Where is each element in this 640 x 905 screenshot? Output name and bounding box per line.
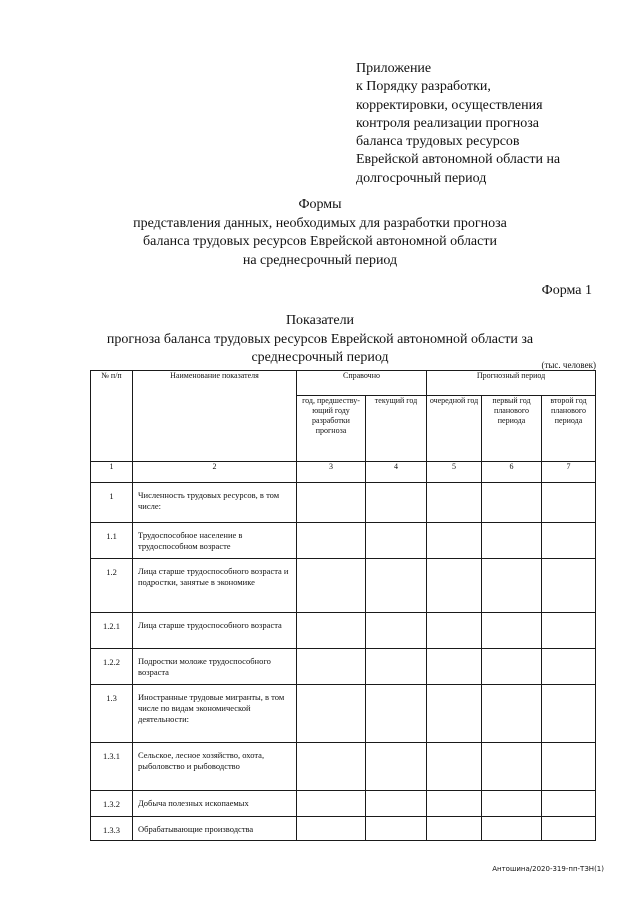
header-current-year: текущий год bbox=[366, 396, 427, 462]
value-cell bbox=[297, 685, 366, 743]
form-label: Форма 1 bbox=[541, 283, 592, 298]
row-number: 1.3 bbox=[91, 685, 133, 743]
indicators-table bbox=[90, 370, 596, 841]
value-cell bbox=[297, 613, 366, 649]
table-row bbox=[91, 649, 596, 685]
value-cell bbox=[366, 685, 427, 743]
value-cell bbox=[427, 559, 482, 613]
table-row bbox=[91, 817, 596, 841]
forms-title-line: представления данных, необходимых для разработки прогноза bbox=[133, 215, 507, 231]
forms-title-line: баланса трудовых ресурсов Еврейской автономной области bbox=[143, 234, 497, 249]
value-cell bbox=[297, 743, 366, 791]
value-cell bbox=[427, 685, 482, 743]
value-cell bbox=[542, 685, 596, 743]
header-name: Наименование показателя bbox=[133, 371, 297, 462]
row-name: Численность трудовых ресурсов, в том числе: bbox=[133, 483, 297, 523]
appendix-line: к Порядку разработки, bbox=[356, 79, 491, 95]
value-cell bbox=[297, 559, 366, 613]
value-cell bbox=[542, 743, 596, 791]
value-cell bbox=[366, 613, 427, 649]
row-name: Добыча полезных ископаемых bbox=[133, 791, 297, 817]
value-cell bbox=[542, 483, 596, 523]
row-number: 1.2 bbox=[91, 559, 133, 613]
value-cell bbox=[297, 817, 366, 841]
value-cell bbox=[482, 559, 542, 613]
document-footer: Антошина/2020-319-пп-ТЗН(1) bbox=[492, 865, 604, 873]
table-row bbox=[91, 791, 596, 817]
value-cell bbox=[297, 791, 366, 817]
value-cell bbox=[366, 483, 427, 523]
header-prev-year: год, предшеству-ющий году разработки прогноза bbox=[297, 396, 366, 462]
column-number: 4 bbox=[366, 462, 427, 483]
value-cell bbox=[482, 791, 542, 817]
row-name: Обрабатывающие производства bbox=[133, 817, 297, 841]
value-cell bbox=[482, 613, 542, 649]
value-cell bbox=[427, 791, 482, 817]
header-num: № п/п bbox=[91, 371, 133, 462]
value-cell bbox=[427, 483, 482, 523]
value-cell bbox=[542, 523, 596, 559]
value-cell bbox=[366, 817, 427, 841]
indicators-title-line: Показатели bbox=[285, 313, 355, 328]
header-reference: Справочно bbox=[297, 371, 427, 396]
value-cell bbox=[427, 523, 482, 559]
column-number: 5 bbox=[427, 462, 482, 483]
header-next-year: очередной год bbox=[427, 396, 482, 462]
appendix-line: корректировки, осуществления bbox=[356, 97, 543, 113]
table-row bbox=[91, 483, 596, 523]
table-row bbox=[91, 685, 596, 743]
value-cell bbox=[366, 743, 427, 791]
value-cell bbox=[542, 613, 596, 649]
header-first-plan-year: первый год планового периода bbox=[482, 396, 542, 462]
row-number: 1.3.2 bbox=[91, 791, 133, 817]
value-cell bbox=[482, 649, 542, 685]
column-number: 1 bbox=[91, 462, 133, 483]
value-cell bbox=[482, 523, 542, 559]
value-cell bbox=[427, 743, 482, 791]
row-number: 1.2.1 bbox=[91, 613, 133, 649]
header-second-plan-year: второй год планового периода bbox=[542, 396, 596, 462]
forms-title-line: на среднесрочный период bbox=[242, 252, 398, 268]
appendix-line: Еврейской автономной области на bbox=[356, 152, 561, 168]
appendix-line: Приложение bbox=[356, 61, 432, 76]
appendix-line: баланса трудовых ресурсов bbox=[356, 134, 520, 150]
table-row bbox=[91, 559, 596, 613]
row-name: Лица старше трудоспособного возраста bbox=[133, 613, 297, 649]
value-cell bbox=[366, 559, 427, 613]
row-number: 1.3.1 bbox=[91, 743, 133, 791]
value-cell bbox=[482, 685, 542, 743]
row-name: Сельское, лесное хозяйство, охота, рыболовство и рыбоводство bbox=[133, 743, 297, 791]
indicators-title-line: среднесрочный период bbox=[251, 350, 389, 365]
header-forecast: Прогнозный период bbox=[427, 371, 596, 396]
row-number: 1.1 bbox=[91, 523, 133, 559]
row-name: Лица старше трудоспособного возраста и подростки, занятые в экономике bbox=[133, 559, 297, 613]
value-cell bbox=[297, 523, 366, 559]
column-number: 7 bbox=[542, 462, 596, 483]
appendix-line: контроля реализации прогноза bbox=[356, 115, 540, 131]
indicators-title-line: прогноза баланса трудовых ресурсов Еврейской автономной области за bbox=[106, 331, 534, 347]
value-cell bbox=[366, 791, 427, 817]
row-name: Трудоспособное население в трудоспособном возрасте bbox=[133, 523, 297, 559]
value-cell bbox=[427, 817, 482, 841]
value-cell bbox=[542, 817, 596, 841]
table-row bbox=[91, 523, 596, 559]
table-row bbox=[91, 613, 596, 649]
column-number: 6 bbox=[482, 462, 542, 483]
value-cell bbox=[297, 483, 366, 523]
row-number: 1.3.3 bbox=[91, 817, 133, 841]
appendix-line: долгосрочный период bbox=[356, 170, 487, 186]
value-cell bbox=[366, 523, 427, 559]
value-cell bbox=[482, 817, 542, 841]
row-name: Подростки моложе трудоспособного возраста bbox=[133, 649, 297, 685]
row-number: 1.2.2 bbox=[91, 649, 133, 685]
column-number: 2 bbox=[133, 462, 297, 483]
value-cell bbox=[366, 649, 427, 685]
value-cell bbox=[542, 559, 596, 613]
units-label: (тыс. человек) bbox=[541, 360, 596, 370]
value-cell bbox=[297, 649, 366, 685]
value-cell bbox=[542, 649, 596, 685]
row-number: 1 bbox=[91, 483, 133, 523]
column-number: 3 bbox=[297, 462, 366, 483]
value-cell bbox=[542, 791, 596, 817]
forms-title-line: Формы bbox=[298, 197, 342, 212]
forms-title bbox=[0, 196, 640, 270]
table-row bbox=[91, 743, 596, 791]
value-cell bbox=[427, 649, 482, 685]
row-name: Иностранные трудовые мигранты, в том числе по видам экономической деятельности: bbox=[133, 685, 297, 743]
value-cell bbox=[482, 483, 542, 523]
value-cell bbox=[427, 613, 482, 649]
appendix-block bbox=[356, 60, 606, 188]
value-cell bbox=[482, 743, 542, 791]
